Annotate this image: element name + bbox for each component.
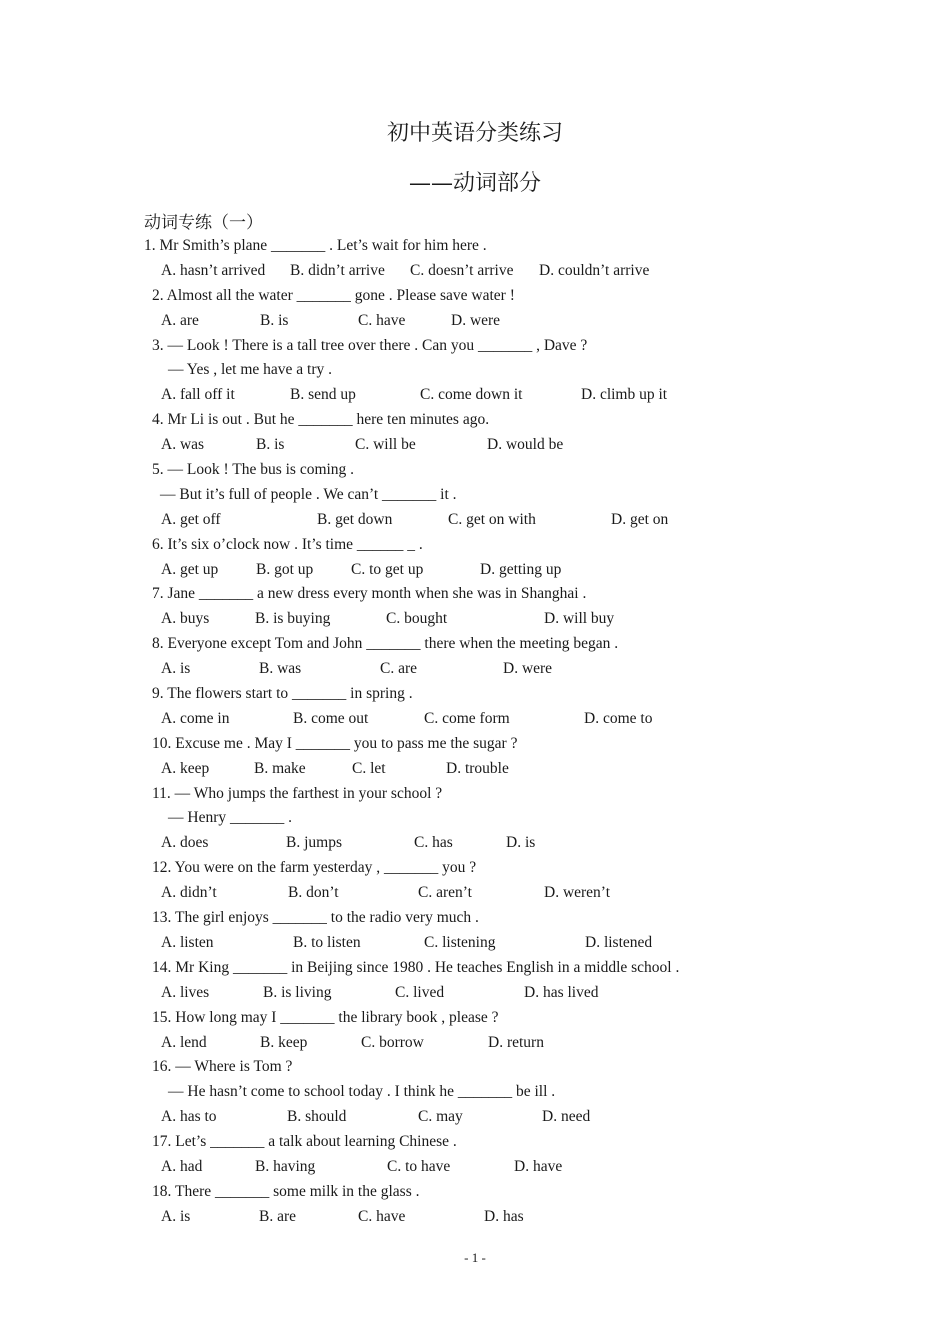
answer-option: D. were bbox=[503, 660, 553, 678]
answer-option: B. send up bbox=[290, 386, 356, 404]
question-stem-continuation bbox=[0, 358, 950, 383]
answer-options bbox=[0, 309, 950, 334]
question-text: 4. Mr Li is out . But he _______ here ten minutes ago. bbox=[152, 411, 490, 429]
question-text: — He hasn’t come to school today . I think he _______ be ill . bbox=[168, 1083, 556, 1101]
answer-option: A. does bbox=[161, 834, 209, 852]
answer-option: B. come out bbox=[293, 709, 369, 727]
question-text: 15. How long may I _______ the library book , please ? bbox=[152, 1008, 499, 1026]
answer-option: D. climb up it bbox=[581, 386, 668, 404]
question-stem-continuation bbox=[0, 1080, 950, 1105]
answer-options bbox=[0, 657, 950, 682]
answer-option: C. get on with bbox=[448, 510, 536, 528]
answer-options bbox=[0, 558, 950, 583]
question-stem bbox=[0, 458, 950, 483]
question-stem bbox=[0, 732, 950, 757]
answer-option: C. will be bbox=[355, 436, 416, 454]
answer-options bbox=[0, 508, 950, 533]
answer-option: C. have bbox=[358, 311, 406, 329]
answer-option: A. hasn’t arrived bbox=[161, 261, 266, 279]
question-text: — Henry _______ . bbox=[168, 809, 292, 827]
answer-option: D. has bbox=[484, 1207, 524, 1225]
question-stem bbox=[0, 234, 950, 259]
question-stem-continuation bbox=[0, 806, 950, 831]
question-stem bbox=[0, 782, 950, 807]
question-text: 16. — Where is Tom ? bbox=[152, 1058, 293, 1076]
answer-option: D. trouble bbox=[446, 759, 509, 777]
question-text: 7. Jane _______ a new dress every month when she was in Shanghai . bbox=[152, 585, 587, 603]
answer-option: B. make bbox=[254, 759, 306, 777]
question-stem bbox=[0, 1055, 950, 1080]
answer-option: A. didn’t bbox=[161, 884, 217, 902]
answer-options bbox=[0, 1105, 950, 1130]
answer-option: B. should bbox=[287, 1108, 347, 1126]
answer-option: C. have bbox=[358, 1207, 406, 1225]
answer-option: D. were bbox=[451, 311, 501, 329]
answer-option: D. will buy bbox=[544, 610, 615, 628]
answer-option: A. come in bbox=[161, 709, 230, 727]
answer-options bbox=[0, 1205, 950, 1230]
question-text: 5. — Look ! The bus is coming . bbox=[152, 461, 355, 479]
answer-option: D. listened bbox=[585, 933, 653, 951]
answer-option: C. doesn’t arrive bbox=[410, 261, 514, 279]
answer-option: D. getting up bbox=[480, 560, 562, 578]
answer-option: C. are bbox=[380, 660, 418, 678]
answer-option: C. listening bbox=[424, 933, 496, 951]
answer-option: B. keep bbox=[260, 1033, 308, 1051]
question-stem bbox=[0, 334, 950, 359]
answer-option: A. get off bbox=[161, 510, 221, 528]
answer-options bbox=[0, 757, 950, 782]
answer-option: D. would be bbox=[487, 436, 564, 454]
answer-option: C. lived bbox=[395, 983, 445, 1001]
answer-option: C. aren’t bbox=[418, 884, 472, 902]
answer-option: D. have bbox=[514, 1157, 563, 1175]
question-stem bbox=[0, 1006, 950, 1031]
question-text: — Yes , let me have a try . bbox=[168, 361, 333, 379]
answer-option: B. to listen bbox=[293, 933, 361, 951]
question-text: 10. Excuse me . May I _______ you to pass me the sugar ? bbox=[152, 734, 518, 752]
question-text: 9. The flowers start to _______ in spring . bbox=[152, 685, 413, 703]
answer-options bbox=[0, 607, 950, 632]
answer-option: C. borrow bbox=[361, 1033, 424, 1051]
answer-option: D. has lived bbox=[524, 983, 599, 1001]
answer-option: A. lend bbox=[161, 1033, 207, 1051]
question-text: 18. There _______ some milk in the glass . bbox=[152, 1182, 420, 1200]
answer-option: B. was bbox=[259, 660, 302, 678]
answer-option: C. has bbox=[414, 834, 453, 852]
answer-option: A. get up bbox=[161, 560, 219, 578]
question-text: 11. — Who jumps the farthest in your school ? bbox=[152, 784, 443, 802]
question-stem bbox=[0, 632, 950, 657]
answer-option: D. return bbox=[488, 1033, 544, 1051]
answer-options bbox=[0, 931, 950, 956]
question-text: 14. Mr King _______ in Beijing since 1980 . He teaches English in a middle school . bbox=[152, 958, 680, 976]
question-stem bbox=[0, 533, 950, 558]
question-stem-continuation bbox=[0, 483, 950, 508]
answer-option: A. keep bbox=[161, 759, 210, 777]
answer-option: B. is bbox=[260, 311, 289, 329]
question-stem bbox=[0, 682, 950, 707]
answer-option: B. are bbox=[259, 1207, 297, 1225]
answer-option: D. come to bbox=[584, 709, 653, 727]
answer-option: B. is buying bbox=[255, 610, 331, 628]
answer-options bbox=[0, 881, 950, 906]
answer-option: C. come down it bbox=[420, 386, 523, 404]
question-text: — But it’s full of people . We can’t _______ it . bbox=[160, 485, 457, 503]
answer-option: A. buys bbox=[161, 610, 210, 628]
answer-option: C. to have bbox=[387, 1157, 451, 1175]
question-stem bbox=[0, 284, 950, 309]
answer-option: B. didn’t arrive bbox=[290, 261, 385, 279]
answer-option: B. is bbox=[256, 436, 285, 454]
answer-option: B. jumps bbox=[286, 834, 342, 852]
question-stem bbox=[0, 956, 950, 981]
answer-option: A. is bbox=[161, 660, 191, 678]
answer-option: C. to get up bbox=[351, 560, 424, 578]
answer-option: C. bought bbox=[386, 610, 448, 628]
answer-options bbox=[0, 383, 950, 408]
answer-option: B. is living bbox=[263, 983, 332, 1001]
answer-option: A. listen bbox=[161, 933, 214, 951]
answer-option: B. got up bbox=[256, 560, 314, 578]
answer-option: D. get on bbox=[611, 510, 669, 528]
answer-option: A. has to bbox=[161, 1108, 217, 1126]
question-text: 8. Everyone except Tom and John _______ there when the meeting began . bbox=[152, 635, 619, 653]
answer-option: B. having bbox=[255, 1157, 316, 1175]
answer-options bbox=[0, 433, 950, 458]
question-text: 6. It’s six o’clock now . It’s time ______ _ . bbox=[152, 535, 423, 553]
question-stem bbox=[0, 582, 950, 607]
answer-option: D. is bbox=[506, 834, 536, 852]
answer-option: A. fall off it bbox=[161, 386, 235, 404]
answer-options bbox=[0, 981, 950, 1006]
answer-option: D. couldn’t arrive bbox=[539, 261, 650, 279]
answer-option: D. weren’t bbox=[544, 884, 610, 902]
answer-option: A. lives bbox=[161, 983, 210, 1001]
question-stem bbox=[0, 906, 950, 931]
answer-options bbox=[0, 1031, 950, 1056]
answer-option: A. had bbox=[161, 1157, 203, 1175]
answer-option: A. was bbox=[161, 436, 205, 454]
answer-option: A. is bbox=[161, 1207, 191, 1225]
question-text: 17. Let’s _______ a talk about learning Chinese . bbox=[152, 1133, 457, 1151]
question-stem bbox=[0, 1180, 950, 1205]
answer-options bbox=[0, 831, 950, 856]
answer-options bbox=[0, 259, 950, 284]
question-text: 12. You were on the farm yesterday , _______ you ? bbox=[152, 859, 477, 877]
question-text: 3. — Look ! There is a tall tree over there . Can you _______ , Dave ? bbox=[152, 336, 588, 354]
question-stem bbox=[0, 1130, 950, 1155]
question-list bbox=[0, 234, 950, 1230]
question-text: 2. Almost all the water _______ gone . Please save water ! bbox=[152, 286, 515, 304]
page-number: - 1 - bbox=[464, 1250, 486, 1265]
question-text: 13. The girl enjoys _______ to the radio very much . bbox=[152, 909, 479, 927]
question-stem bbox=[0, 408, 950, 433]
answer-option: A. are bbox=[161, 311, 199, 329]
page-subtitle: ——动词部分 bbox=[408, 171, 541, 196]
answer-option: B. get down bbox=[317, 510, 393, 528]
answer-option: C. let bbox=[352, 759, 386, 777]
section-heading: 动词专练（一） bbox=[144, 213, 263, 233]
answer-option: C. may bbox=[418, 1108, 463, 1126]
answer-option: D. need bbox=[542, 1108, 591, 1126]
answer-option: B. don’t bbox=[288, 884, 339, 902]
answer-options bbox=[0, 707, 950, 732]
question-text: 1. Mr Smith’s plane _______ . Let’s wait for him here . bbox=[144, 237, 487, 254]
page-title: 初中英语分类练习 bbox=[386, 121, 563, 146]
answer-option: C. come form bbox=[424, 709, 510, 727]
question-stem bbox=[0, 856, 950, 881]
answer-options bbox=[0, 1155, 950, 1180]
